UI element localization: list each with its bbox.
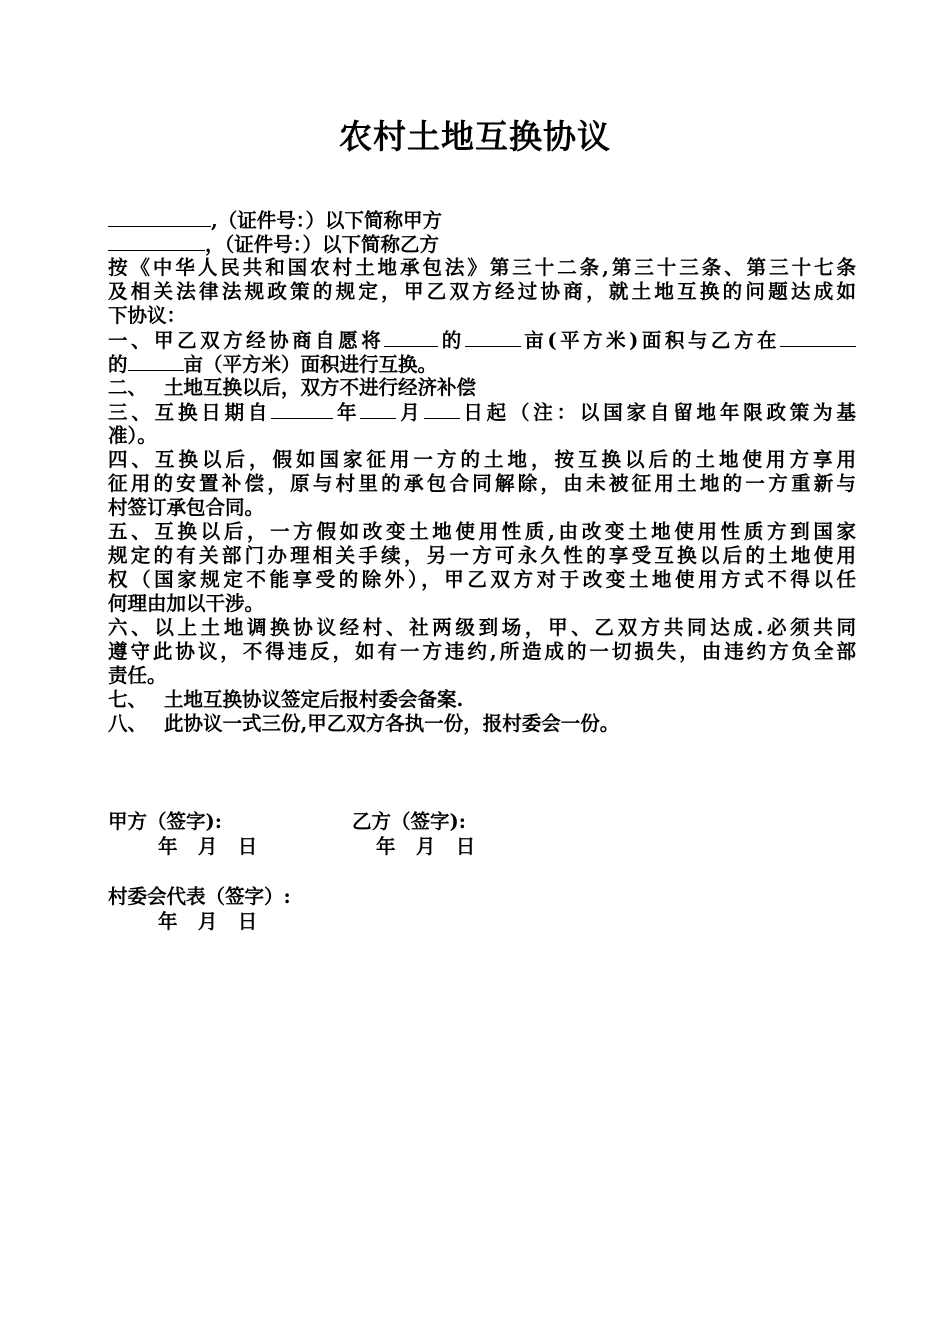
village-rep-signature-label: 村委会代表（签字）: (108, 885, 291, 908)
clause-6-line-1: 六、以上土地调换协议经村、社两级到场，甲、乙双方共同达成.必须共同 (108, 616, 856, 639)
agreement-body (108, 208, 856, 736)
party-a-signature-label: 甲方（签字): (108, 810, 222, 833)
clause-3-line-1: 三、互换日期自 年 月 日起（注：以国家自留地年限政策为基 (108, 401, 856, 424)
document-title: 农村土地互换协议 (339, 117, 611, 156)
intro-line-3: 下协议： (108, 304, 187, 327)
party-a-signature-date: 年 月 日 (158, 835, 258, 858)
clause-4-line-2: 征用的安置补偿，原与村里的承包合同解除，由未被征用土地的一方重新与 (108, 472, 856, 495)
clause-5-line-3: 权（国家规定不能享受的除外），甲乙双方对于改变土地使用方式不得以任 (108, 568, 856, 591)
village-rep-signature-date: 年 月 日 (158, 910, 258, 933)
clause-7: 七、 土地互换协议签定后报村委会备案. (108, 688, 464, 711)
clause-1-area-a-blank[interactable] (465, 328, 521, 347)
clause-3-line-2: 准）。 (108, 424, 157, 447)
clause-2: 二、 土地互换以后，双方不进行经济补偿 (108, 376, 477, 399)
clause-5-line-4: 何理由加以干涉。 (108, 592, 265, 615)
party-b-signature-label: 乙方（签字): (352, 810, 466, 833)
clause-3-day-blank[interactable] (424, 400, 460, 419)
intro-line-2: 及相关法律法规政策的规定，甲乙双方经过协商，就土地互换的问题达成如 (108, 280, 856, 303)
party-a-name-blank[interactable] (108, 208, 211, 227)
party-b-signature-date: 年 月 日 (376, 835, 476, 858)
clause-3-year-blank[interactable] (271, 400, 333, 419)
clause-6-line-2: 遵守此协议，不得违反，如有一方违约,所造成的一切损失，由违约方负全部 (108, 640, 856, 663)
clause-1-area-b-blank[interactable] (128, 352, 184, 371)
clause-6-line-3: 责任。 (108, 664, 167, 687)
party-b-line: ，（证件号：）以下简称乙方 (108, 232, 856, 256)
clause-1-line-2: 的 亩（平方米）面积进行互换。 (108, 353, 438, 376)
party-a-line: ,（证件号：）以下简称甲方 (108, 208, 856, 232)
party-b-name-blank[interactable] (108, 232, 205, 251)
clause-3-month-blank[interactable] (360, 400, 396, 419)
clause-8: 八、 此协议一式三份,甲乙双方各执一份，报村委会一份。 (108, 712, 620, 735)
clause-5-line-1: 五、互换以后，一方假如改变土地使用性质,由改变土地使用性质方到国家 (108, 520, 856, 543)
intro-line-1: 按《中华人民共和国农村土地承包法》第三十二条,第三十三条、第三十七条 (108, 256, 856, 279)
clause-1-location-a-blank[interactable] (384, 328, 438, 347)
clause-4-line-3: 村签订承包合同。 (108, 496, 265, 519)
clause-5-line-2: 规定的有关部门办理相关手续，另一方可永久性的享受互换以后的土地使用 (108, 544, 856, 567)
clause-1-location-b-blank[interactable] (780, 328, 856, 347)
clause-1-line-1: 一、甲乙双方经协商自愿将 的 亩(平方米)面积与乙方在 (108, 328, 856, 352)
clause-4-line-1: 四、互换以后，假如国家征用一方的土地，按互换以后的土地使用方享用 (108, 448, 856, 471)
